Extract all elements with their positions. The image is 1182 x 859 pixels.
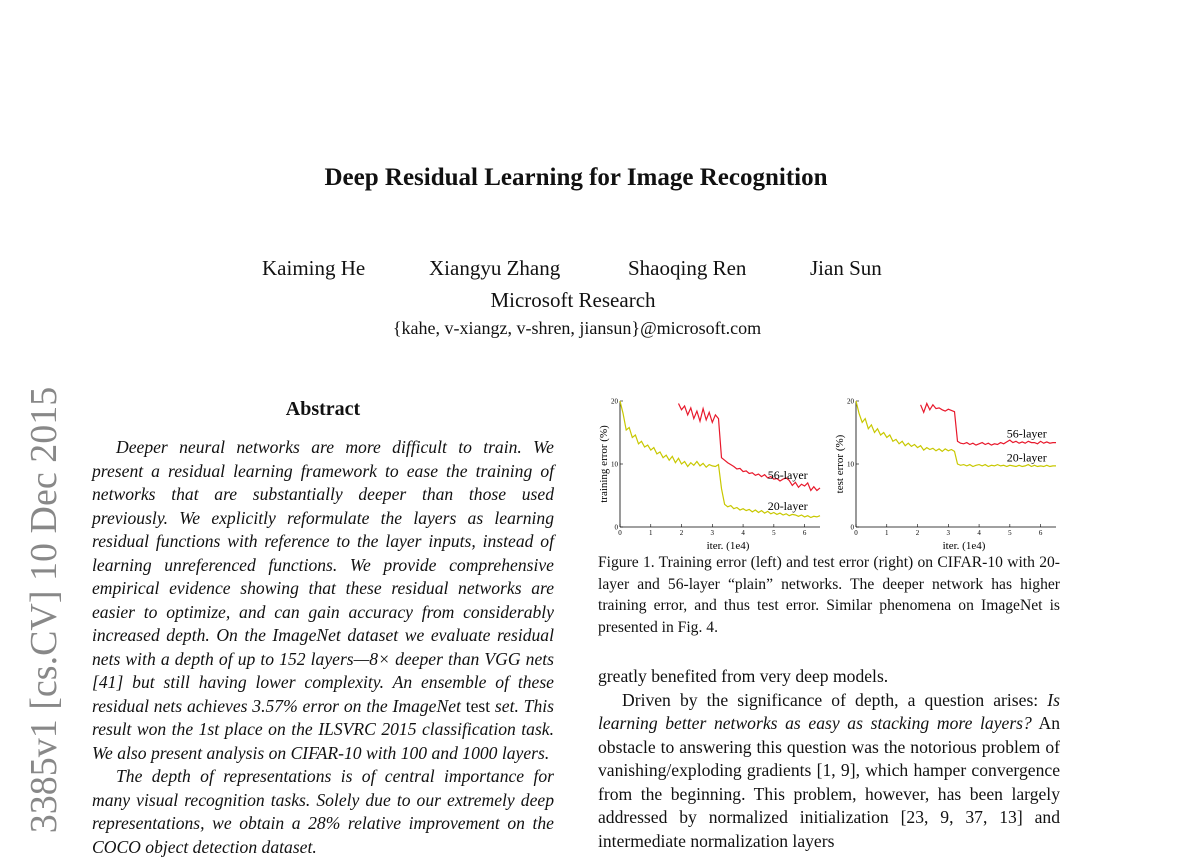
test-error-chart [834,395,1060,555]
author-name: Kaiming He [262,256,366,280]
author-name: Shaoqing Ren [628,256,747,280]
paper-title: Deep Residual Learning for Image Recognition [324,164,828,191]
intro-text: The depth of representations is of central importance for many visual recognition tasks. Solely due to our extremely deep representations, we obtain a 28% relative improvement on the COCO object detection dataset. [92,766,554,857]
abstract-text-part: Deeper neural networks are more difficult to train. We present a residual learning framework to ease the training of networks that are substantially deeper than those used previously. We explicitly reformulate the layers as learning residual functions with reference to the layer inputs, instead of learning unreferenced functions. We provide comprehensive empirical evidence showing that these residual networks are easier to optimize, and can gain accuracy from considerably increased depth. On the ImageNet dataset we evaluate residual nets with a depth of up to 152 layers—8× deeper than VGG nets [41] but still having lower complexity. An ensemble of these residual nets achieves 3.57% error on the ImageNet [92,437,554,716]
author-name: Xiangyu Zhang [429,256,561,280]
x-tick-label: 5 [1008,529,1012,537]
figure-caption: Figure 1. Training error (left) and test error (right) on CIFAR-10 with 20-layer and 56-layer “plain” networks. The deeper network has higher training error, and thus test error. Similar phenomena on ImageNet is presented in Fig. 4. [598,554,1060,636]
y-tick-label: 10 [847,460,854,469]
abstract-heading: Abstract [285,398,361,420]
affiliation: Microsoft Research [490,288,656,312]
author-name: Jian Sun [810,256,882,280]
x-tick-label: 0 [618,529,622,537]
paragraph-text: An obstacle to answering this question was the notorious problem of vanishing/exploding gradients [1, 9], which hamper convergence from the beginning. This problem, however, has been largely addressed by normalized initialization [23, 9, 37, 13] and intermediate normalization layers [598,713,1060,851]
x-tick-label: 3 [946,529,951,537]
y-tick-label: 10 [611,460,618,469]
abstract-test-word: test [465,695,491,716]
x-tick-label: 6 [802,529,807,537]
x-tick-label: 2 [679,529,684,537]
x-tick-label: 6 [1038,529,1043,537]
figure-test-error [834,395,1060,560]
y-tick-label: 20 [611,397,618,406]
y-tick-label: 0 [614,523,618,532]
paragraph: greatly benefited from very deep models. [598,666,889,686]
intro-paragraph [92,765,554,859]
training-error-chart [598,395,824,555]
paragraph [598,689,1060,854]
series-annotation: 20-layer [767,498,808,513]
x-tick-label: 0 [854,529,858,537]
paragraph-text: Driven by the significance of depth, a question arises: [622,689,1048,710]
x-tick-label: 1 [885,529,889,537]
y-axis-label: test error (%) [834,434,846,494]
y-axis-label: training error (%) [598,425,610,503]
x-axis-label: iter. (1e4) [942,540,986,552]
x-tick-label: 3 [710,529,715,537]
figure-training-error [598,395,824,560]
x-tick-label: 4 [741,529,745,537]
y-tick-label: 20 [847,397,854,406]
series-annotation: 56-layer [767,468,808,483]
series-annotation: 56-layer [1006,426,1047,441]
x-tick-label: 1 [649,529,653,537]
x-tick-label: 2 [915,529,920,537]
arxiv-stamp: 3385v1 [cs.CV] 10 Dec 2015 [23,386,65,834]
emphasized-question: Is learning better networks as easy as stacking more layers? [598,689,1060,733]
left-column [92,436,554,859]
author-emails: {kahe, v-xiangz, v-shren, jiansun}@microsoft.com [392,318,762,338]
x-axis-label: iter. (1e4) [706,540,750,552]
abstract-text-part: set. This result won the 1st place on the ILSVRC 2015 classification task. We also present analysis on CIFAR-10 with 100 and 1000 layers. [92,695,554,763]
series-annotation: 20-layer [1006,450,1047,465]
y-tick-label: 0 [850,523,854,532]
x-tick-label: 5 [772,529,776,537]
x-tick-label: 4 [977,529,981,537]
abstract-text [92,436,554,765]
right-column [598,665,1060,853]
